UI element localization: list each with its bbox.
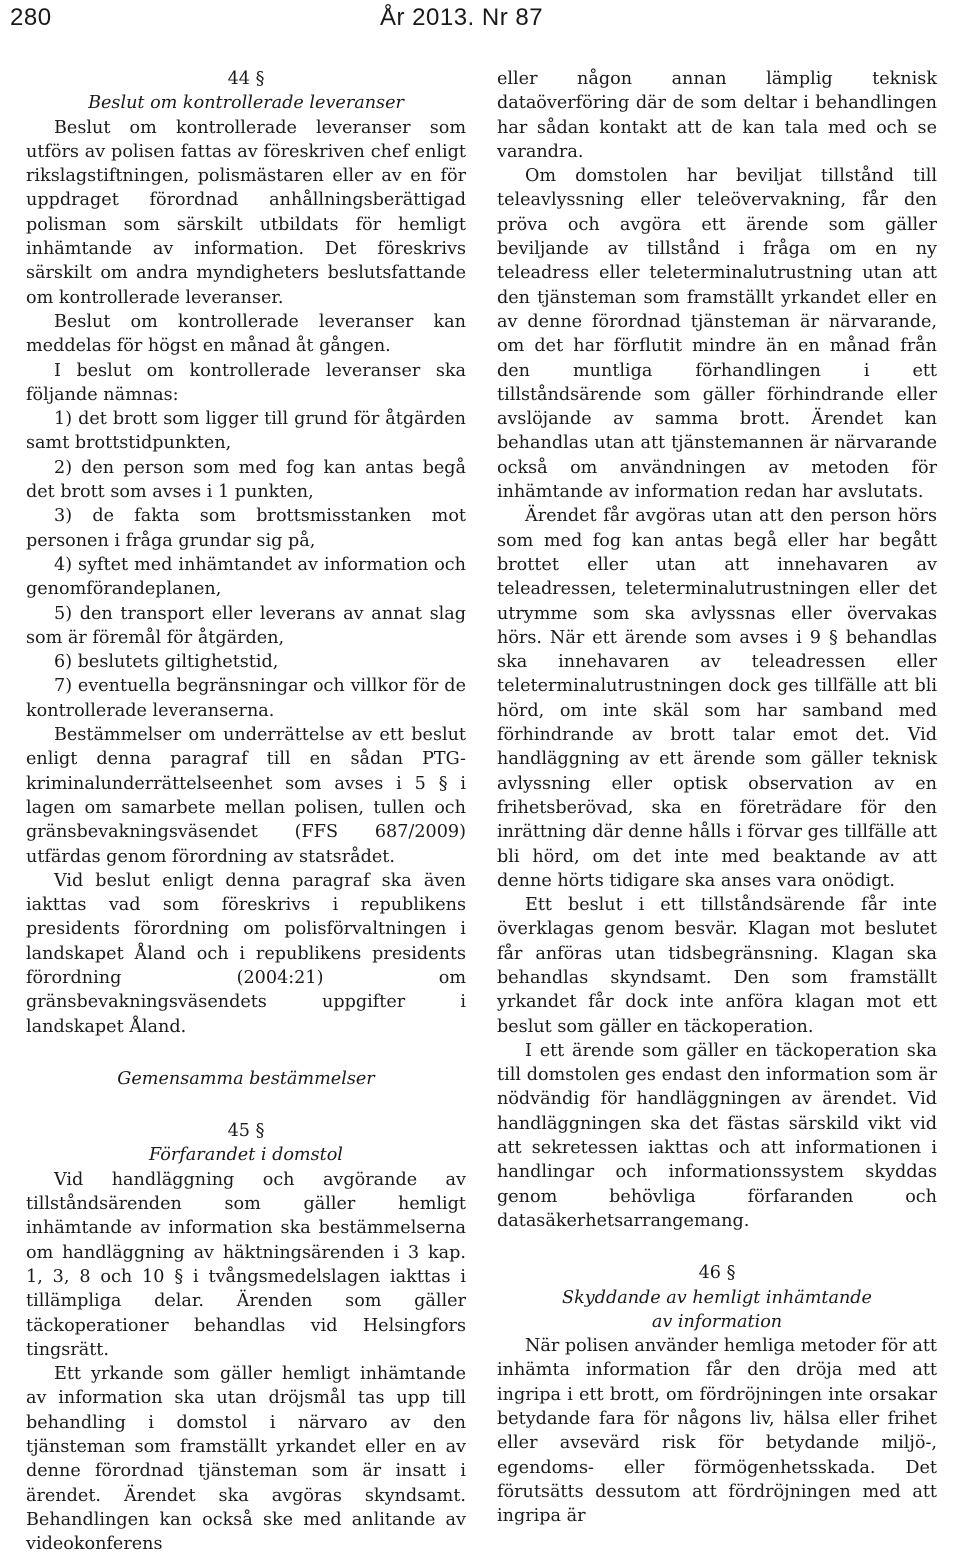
left-column	[26, 67, 466, 1557]
section-45-paragraph-5: Ett beslut i ett tillståndsärende får inte överklagas genom besvär. Klagan mot beslutet får anföras utan tidsbegränsning. Klagan ska behandlas skyndsamt. Den som framställt yrkandet får dock inte anföra klagan mot ett beslut som gäller en täckoperation.	[497, 895, 937, 1037]
section-46-number: 46 §	[698, 1263, 736, 1284]
page-number: 280	[10, 4, 52, 31]
section-44-number: 44 §	[227, 69, 265, 89]
section-44-paragraph-3: I beslut om kontrollerade leveranser ska följande nämnas:	[26, 360, 466, 405]
section-44-paragraph-2: Beslut om kontrollerade leveranser kan meddelas för högst en månad åt gången.	[26, 311, 466, 357]
chapter-title: Gemensamma bestämmelser	[117, 1068, 375, 1089]
section-44-list-item: 4) syftet med inhämtandet av information och genomförandeplanen,	[26, 554, 466, 600]
section-44-paragraph-5: Vid beslut enligt denna paragraf ska även iakttas vad som föreskrivs i republikens presidents förordning om polisförvaltningen i landskapet Åland och i republikens presidents förordning (2004:21) om gränsbevakningsväsendets uppgifter i landskapet Åland.	[26, 870, 466, 1037]
running-head: År 2013. Nr 87	[380, 4, 544, 31]
continued-paragraph: eller någon annan lämplig teknisk dataöverföring där de som deltar i behandlingen har sådan kontakt att de kan tala med och se varandra.	[497, 69, 937, 162]
section-45-paragraph-2: Ett yrkande som gäller hemligt inhämtande av information ska utan dröjsmål tas upp till behandling i domstol i närvaro av den tjänsteman som framställt yrkandet eller en av denne förordnad tjänsteman som är insatt i ärendet. Ärendet ska avgöras skyndsamt. Behandlingen kan också ske med anlitande av videokonferens	[26, 1364, 466, 1555]
section-44-list-item: 5) den transport eller leverans av annat slag som är föremål för åtgärden,	[26, 603, 466, 648]
section-44-list-item: 7) eventuella begränsningar och villkor för de kontrollerade leveranserna.	[26, 676, 466, 721]
section-44-title: Beslut om kontrollerade leveranser	[88, 93, 404, 114]
section-45-paragraph-3: Om domstolen har beviljat tillstånd till teleavlyssning eller teleövervakning, får den pröva och avgöra ett ärende som gäller beviljande av tillstånd i fråga om en ny teleadress eller teleterminalutrustning utan att den tjänsteman som framställt yrkandet eller en av denne förordnad tjänsteman är närvarande, om det har förflutit mindre än en månad från den muntliga förhandlingen i ett tillståndsärende som gäller förhindrande eller avslöjande av samma brott. Ärendet kan behandlas utan att tjänstemannen är närvarande också om användningen av metoden för inhämtande av information redan har avslutats.	[497, 166, 937, 503]
section-45-paragraph-6: I ett ärende som gäller en täckoperation ska till domstolen ges endast den information som är nödvändig för handläggningen av ärendet. Vid handläggningen ska det fästas särskild vikt vid att sekretessen iakttas och att informationen i handlingar och informationssystem skyddas genom behövliga förfaranden och datasäkerhetsarrangemang.	[497, 1040, 937, 1231]
section-46-paragraph-1: När polisen använder hemliga metoder för att inhämta information får den dröja med att ingripa i ett brott, om fördröjningen inte orsakar betydande fara för någons liv, hälsa eller frihet eller avsevärd risk för betydande miljö-, egendoms- eller förmögenhetsskada. Det förutsätts dessutom att fördröjningen med att ingripa är	[497, 1336, 937, 1527]
section-44-list-item: 6) beslutets giltighetstid,	[54, 652, 279, 673]
section-44-list-item: 2) den person som med fog kan antas begå det brott som avses i 1 punkten,	[26, 457, 466, 503]
section-44-list-item: 3) de fakta som brottsmisstanken mot personen i fråga grundar sig på,	[26, 506, 466, 551]
section-44-paragraph-4: Bestämmelser om underrättelse av ett beslut enligt denna paragraf till en sådan PTG-kriminalunderrättelseenhet som avses i 5 § i lagen om samarbete mellan polisen, tullen och gränsbevakningsväsendet (FFS 687/2009) utfärdas genom förordning av statsrådet.	[26, 725, 466, 867]
section-46-title-line-2: av information	[651, 1311, 783, 1332]
section-45-number: 45 §	[227, 1121, 265, 1142]
right-column	[497, 67, 937, 1529]
section-44-list-item: 1) det brott som ligger till grund för åtgärden samt brottstidpunkten,	[26, 409, 466, 454]
section-46-title-line-1: Skyddande av hemligt inhämtande	[562, 1287, 872, 1308]
section-45-paragraph-1: Vid handläggning och avgörande av tillståndsärenden som gäller hemligt inhämtande av information ska bestämmelserna om handläggning av häktningsärenden i 3 kap. 1, 3, 8 och 10 § i tvångsmedelslagen iakttas i tillämpliga delar. Ärenden som gäller täckoperationer behandlas vid Helsingfors tingsrätt.	[26, 1169, 466, 1360]
section-44-paragraph-1: Beslut om kontrollerade leveranser som utförs av polisen fattas av föreskriven chef enligt rikslagstiftningen, polismästaren eller av en för uppdraget förordnad anhållningsberättigad polisman som särskilt utbildats för hemligt inhämtande av information. Det föreskrivs särskilt om andra myndigheters beslutsfattande om kontrollerade leveranser.	[26, 117, 466, 308]
section-45-title: Förfarandet i domstol	[149, 1145, 343, 1166]
section-45-paragraph-4: Ärendet får avgöras utan att den person hörs som med fog kan antas begå eller har begått brottet eller utan att innehavaren av teleadressen, teleterminalutrustningen eller det utrymme som ska avlyssnas eller övervakas hörs. När ett ärende som avses i 9 § behandlas ska innehavaren av teleadressen eller teleterminalutrustningen dock ges tillfälle att bli hörd, om inte skäl som har samband med förhindrande av brott talar emot det. Vid handläggning av ett ärende som gäller teknisk avlyssning eller optisk observation av en frihetsberövad, ska en företrädare för den inrättning där denne hålls i förvar ges tillfälle att bli hörd, om det inte med beaktande av att denne hörts tidigare ska anses vara onödigt.	[497, 506, 937, 891]
